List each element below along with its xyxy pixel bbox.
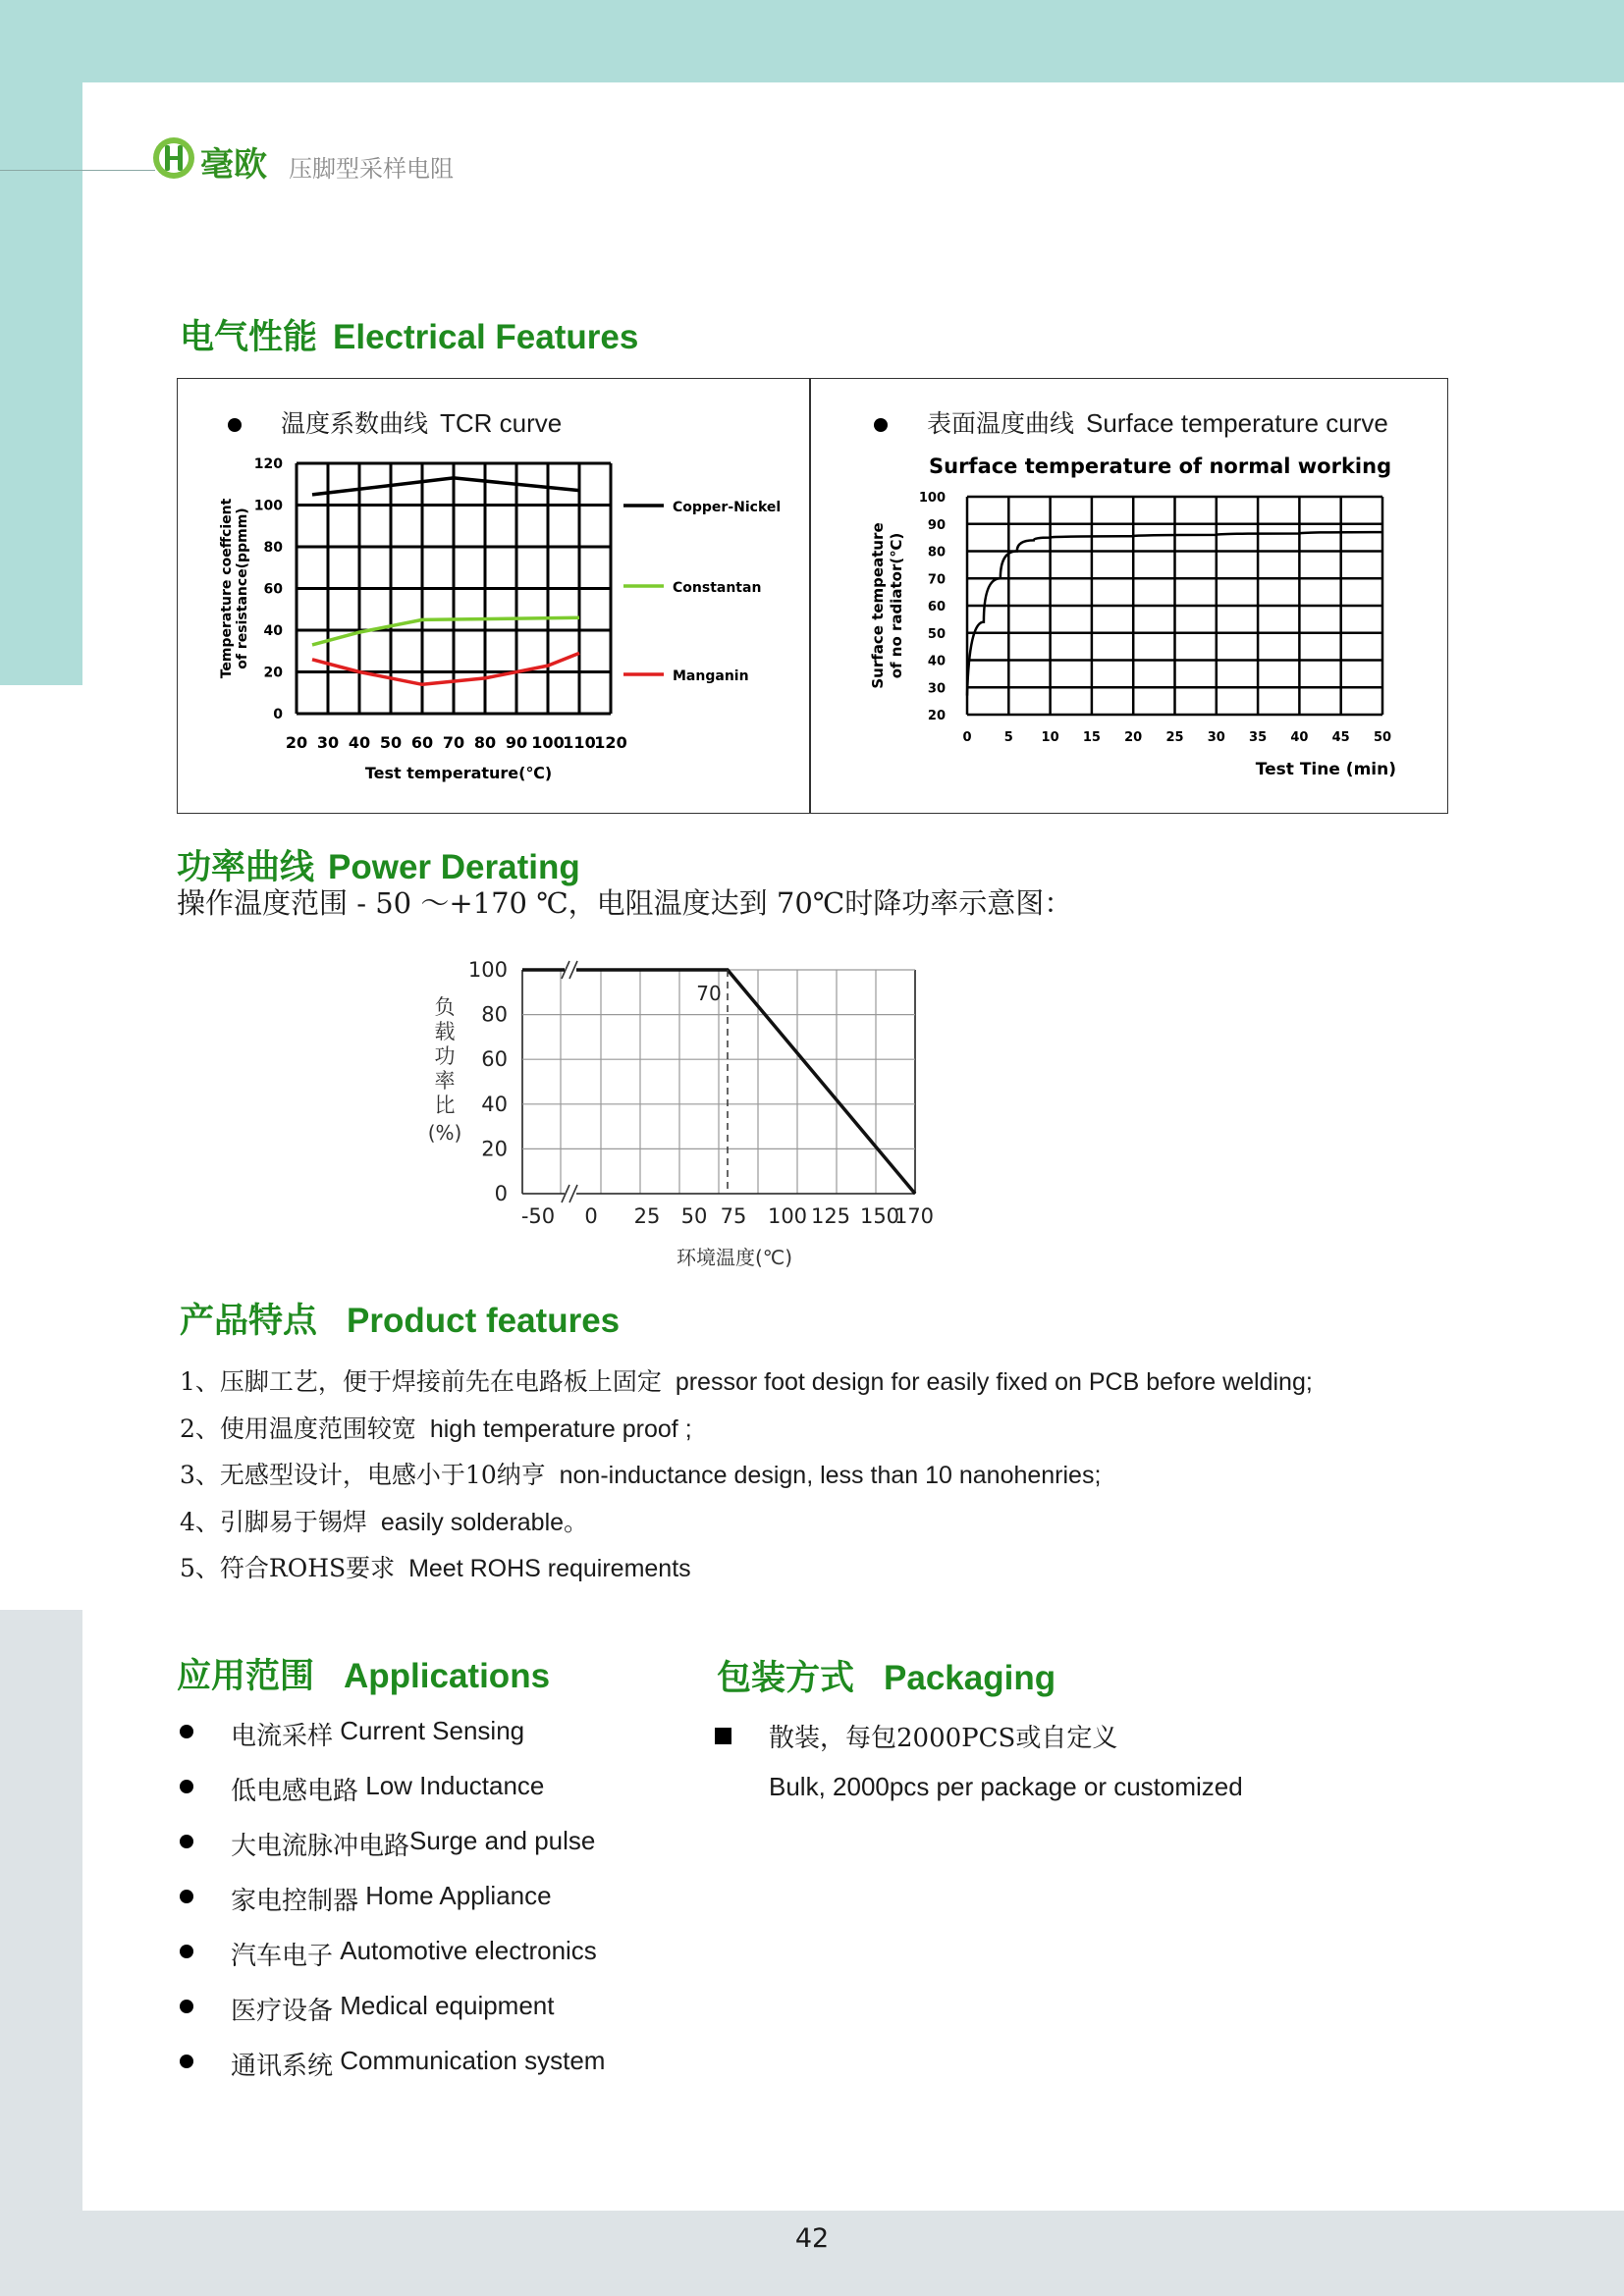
section-title-zh: 应用范围	[177, 1657, 315, 1696]
derating-y-tick-label: 60	[481, 1047, 508, 1072]
product-features-title	[180, 1294, 620, 1343]
derating-y-tick-label: 80	[481, 1002, 508, 1027]
tcr-x-tick-label: 50	[379, 733, 403, 752]
section-title-zh: 产品特点	[180, 1302, 318, 1341]
surface-y-tick-label: 30	[927, 681, 946, 697]
bullet-icon	[180, 1725, 193, 1738]
surface-heading-zh: 表面温度曲线	[927, 409, 1075, 438]
surface-y-axis-label: of no radiator(℃)	[888, 532, 905, 679]
application-zh: 家电控制器	[231, 1887, 359, 1916]
operating-range-text: 操作温度范围 - 50 ～+170 ℃，电阻温度达到 70℃时降功率示意图：	[177, 886, 1073, 920]
square-bullet-icon	[715, 1728, 731, 1744]
tcr-legend-label: Constantan	[673, 580, 762, 596]
surface-y-tick-label: 60	[927, 600, 946, 614]
surface-x-tick-label: 0	[962, 730, 972, 745]
bullet-icon	[180, 1835, 193, 1848]
feature-zh: 5、符合ROHS要求	[180, 1554, 396, 1582]
tcr-y-tick-label: 40	[263, 623, 283, 639]
application-zh: 低电感电路	[231, 1777, 359, 1806]
feature-zh: 3、无感型设计，电感小于10纳亨	[180, 1461, 546, 1489]
application-en: Communication system	[340, 2046, 606, 2075]
list-item	[180, 1771, 605, 1826]
section-title-zh: 功率曲线	[177, 848, 315, 887]
list-item	[180, 1826, 605, 1881]
surface-x-tick-label: 50	[1373, 730, 1392, 745]
tcr-x-tick-label: 90	[505, 733, 528, 752]
application-zh: 大电流脉冲电路	[231, 1832, 410, 1861]
bullet-icon	[180, 2000, 193, 2013]
surface-y-tick-label: 90	[927, 517, 946, 533]
list-item	[180, 1549, 1313, 1596]
brand-name: 毫欧	[200, 145, 267, 185]
list-item	[180, 2046, 605, 2101]
surface-chart-title: Surface temperature of normal working	[929, 454, 1392, 478]
section-title-zh: 包装方式	[717, 1659, 855, 1698]
tcr-y-axis-label: Temperature coeffcient	[219, 498, 235, 679]
tcr-x-tick-label: 60	[410, 733, 434, 752]
surface-x-tick-label: 20	[1124, 730, 1143, 745]
list-item	[180, 1503, 1313, 1550]
surface-y-axis-label: Surface tempeature	[869, 522, 887, 689]
surface-y-tick-label: 80	[927, 545, 946, 561]
packaging-info	[715, 1718, 1243, 1802]
page-number: 42	[794, 2223, 830, 2254]
tcr-series-line	[312, 653, 579, 684]
derating-x-tick-label: 150	[859, 1204, 900, 1228]
application-en: Surge and pulse	[409, 1826, 596, 1855]
surface-x-tick-label: 40	[1290, 730, 1309, 745]
surface-x-tick-label: 10	[1041, 730, 1059, 745]
tcr-series-line	[312, 478, 579, 495]
feature-zh: 4、引脚易于锡焊	[180, 1507, 367, 1536]
surface-y-tick-label: 40	[927, 654, 946, 669]
surface-x-tick-label: 45	[1331, 730, 1350, 745]
feature-en: high temperature proof ;	[429, 1415, 692, 1443]
packaging-en: Bulk, 2000pcs per package or customized	[769, 1772, 1243, 1801]
derating-y-tick-label: 0	[494, 1182, 508, 1205]
tcr-y-tick-label: 100	[253, 498, 283, 514]
surface-y-tick-label: 20	[927, 709, 946, 723]
applications-list	[180, 1716, 605, 2101]
packaging-title	[717, 1651, 1056, 1700]
tcr-y-tick-label: 80	[263, 540, 283, 556]
feature-zh: 1、压脚工艺，便于焊接前先在电路板上固定	[180, 1367, 662, 1396]
tcr-x-tick-label: 110	[563, 733, 596, 752]
application-en: Medical equipment	[340, 1991, 555, 2020]
derating-y-tick-label: 20	[481, 1137, 508, 1161]
derating-annotation: 70	[696, 982, 722, 1005]
application-zh: 医疗设备	[231, 1997, 334, 2026]
derating-y-axis-label: 比	[434, 1094, 456, 1117]
application-en: Low Inductance	[365, 1771, 545, 1800]
list-item	[180, 1362, 1313, 1410]
tcr-y-axis-label: of resistance(ppmm)	[235, 507, 250, 669]
section-title-en: Electrical Features	[333, 318, 639, 356]
section-title-en: Packaging	[884, 1659, 1056, 1697]
bullet-icon	[180, 1945, 193, 1958]
application-zh: 汽车电子	[231, 1942, 334, 1971]
tcr-x-tick-label: 100	[531, 733, 565, 752]
derating-y-axis-label: 负	[434, 995, 456, 1019]
tcr-y-tick-label: 60	[263, 581, 283, 598]
feature-en: Meet ROHS requirements	[408, 1555, 691, 1582]
derating-y-axis-label: 率	[434, 1069, 456, 1093]
tcr-x-tick-label: 40	[348, 733, 371, 752]
applications-title	[177, 1649, 550, 1698]
derating-y-axis-label: 功	[434, 1044, 456, 1068]
surface-x-tick-label: 25	[1165, 730, 1184, 745]
feature-en: pressor foot design for easily fixed on PCB before welding;	[675, 1368, 1313, 1396]
surface-y-tick-label: 50	[927, 626, 946, 642]
product-features-list	[180, 1362, 1313, 1596]
surface-x-tick-label: 35	[1249, 730, 1268, 745]
bullet-icon	[180, 1780, 193, 1793]
derating-x-tick-label: -50	[520, 1204, 556, 1228]
surface-y-tick-label: 100	[918, 491, 946, 506]
derating-y-tick-label: 40	[481, 1092, 508, 1116]
tcr-x-tick-label: 80	[473, 733, 497, 752]
tcr-y-tick-label: 120	[253, 456, 283, 472]
tcr-x-axis-label: Test temperature(℃)	[364, 764, 553, 782]
surface-x-tick-label: 30	[1207, 730, 1225, 745]
feature-zh: 2、使用温度范围较宽	[180, 1414, 416, 1443]
derating-y-axis-label: 载	[434, 1020, 456, 1043]
tcr-x-tick-label: 70	[442, 733, 465, 752]
derating-x-tick-label: 50	[680, 1204, 708, 1228]
surface-x-tick-label: 15	[1082, 730, 1101, 745]
tcr-legend-label: Manganin	[673, 668, 749, 684]
document-subtitle: 压脚型采样电阻	[289, 155, 454, 183]
application-zh: 电流采样	[231, 1722, 334, 1751]
bullet-icon	[180, 1890, 193, 1903]
derating-x-tick-label: 0	[584, 1204, 598, 1228]
tcr-y-tick-label: 20	[263, 665, 283, 681]
list-item	[180, 1881, 605, 1936]
derating-y-tick-label: 100	[467, 958, 508, 982]
packaging-zh: 散装，每包2000PCS或自定义	[769, 1724, 1118, 1753]
tcr-y-tick-label: 0	[273, 707, 283, 722]
application-en: Home Appliance	[365, 1881, 552, 1910]
tcr-legend-label: Copper-Nickel	[673, 500, 782, 515]
feature-en: non-inductance design, less than 10 nanohenries;	[559, 1462, 1102, 1489]
tcr-heading-en: TCR curve	[440, 408, 563, 438]
application-zh: 通讯系统	[231, 2052, 334, 2081]
tcr-x-tick-label: 20	[285, 733, 308, 752]
surface-x-axis-label: Test Tine (min)	[1255, 760, 1396, 779]
derating-x-tick-label: 125	[810, 1204, 851, 1228]
list-item	[180, 1716, 605, 1771]
section-title-en: Product features	[347, 1302, 621, 1340]
derating-x-tick-label: 75	[720, 1204, 747, 1228]
feature-en: easily solderable。	[380, 1508, 589, 1536]
derating-x-tick-label: 100	[767, 1204, 808, 1228]
list-item	[180, 1936, 605, 1991]
tcr-heading-zh: 温度系数曲线	[281, 409, 429, 438]
section-title-en: Applications	[344, 1657, 551, 1695]
derating-x-tick-label: 170	[893, 1204, 935, 1228]
surface-heading-en: Surface temperature curve	[1086, 408, 1388, 438]
section-title-en: Power Derating	[328, 848, 580, 886]
derating-x-tick-label: 25	[633, 1204, 661, 1228]
surface-x-tick-label: 5	[1003, 730, 1013, 745]
derating-y-axis-label: (%)	[427, 1121, 462, 1145]
bullet-icon	[180, 2055, 193, 2068]
application-en: Automotive electronics	[340, 1936, 597, 1965]
list-item	[180, 1410, 1313, 1457]
derating-x-axis-label: 环境温度(℃)	[676, 1246, 793, 1269]
packaging-line-1	[715, 1718, 1243, 1754]
tcr-x-tick-label: 120	[594, 733, 627, 752]
surface-y-tick-label: 70	[927, 572, 946, 588]
tcr-x-tick-label: 30	[316, 733, 340, 752]
list-item	[180, 1991, 605, 2046]
application-en: Current Sensing	[340, 1716, 525, 1745]
list-item	[180, 1456, 1313, 1503]
section-title-zh: 电气性能	[180, 318, 318, 357]
